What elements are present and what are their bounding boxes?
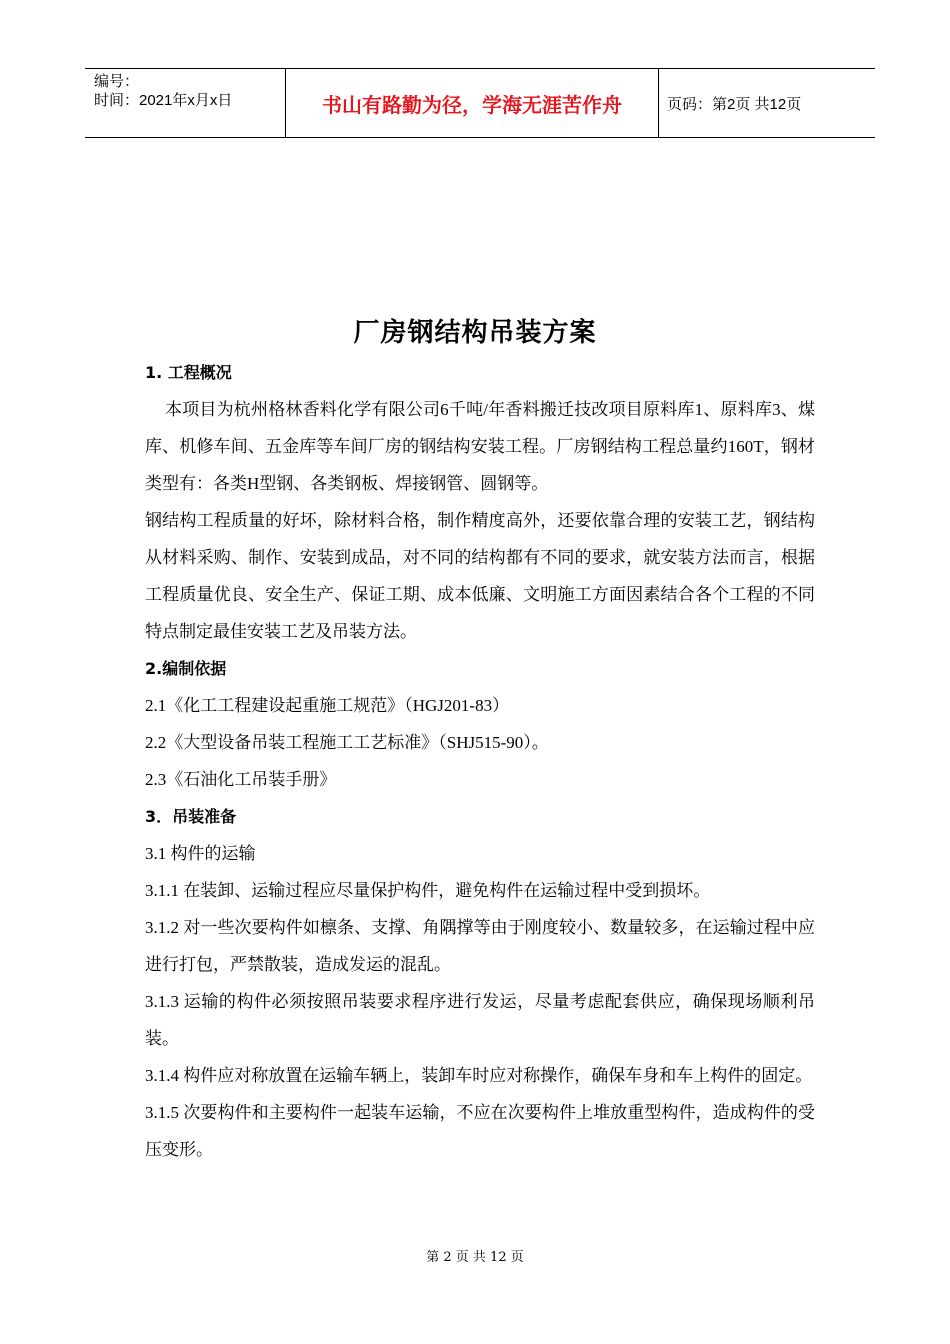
page-footer: 第 2 页 共 12 页 <box>426 1250 524 1265</box>
paragraph: 2.2《大型设备吊装工程施工工艺标准》（SHJ515-90）。 <box>145 733 549 752</box>
section-heading: 2.编制依据 <box>145 659 227 678</box>
paragraph: 3.1 构件的运输 <box>145 844 256 863</box>
header-table <box>85 68 875 138</box>
section-heading: 1. 工程概况 <box>145 363 232 382</box>
paragraph: 2.3《石油化工吊装手册》 <box>145 770 337 789</box>
serial-label: 编号： <box>94 73 140 90</box>
document-body <box>145 354 815 1168</box>
paragraph: 本项目为杭州格林香料化学有限公司6千吨/年香料搬迁技改项目原料库1、原料库3、煤库、机修车间、五金库等车间厂房的钢结构安装工程。厂房钢结构工程总量约160T，钢材类型有：各类H型钢、各类钢板、焊接钢管、圆钢等。 <box>145 400 815 493</box>
header-meta-cell <box>85 69 286 137</box>
time-label: 时间：2021年x月x日 <box>94 92 233 109</box>
paragraph: 3.1.2 对一些次要构件如檩条、支撑、角隅撑等由于刚度较小、数量较多，在运输过程中应进行打包，严禁散装，造成发运的混乱。 <box>145 918 815 974</box>
section-heading: 3．吊装准备 <box>145 807 237 826</box>
paragraph: 3.1.4 构件应对称放置在运输车辆上，装卸车时应对称操作，确保车身和车上构件的固定。 <box>145 1066 813 1085</box>
paragraph: 2.1《化工工程建设起重施工规范》（HGJ201-83） <box>145 696 510 715</box>
slogan: 书山有路勤为径，学海无涯苦作舟 <box>286 69 659 137</box>
paragraph: 3.1.3 运输的构件必须按照吊装要求程序进行发运，尽量考虑配套供应，确保现场顺利吊装。 <box>145 992 815 1048</box>
document-title: 厂房钢结构吊装方案 <box>353 318 597 348</box>
paragraph: 钢结构工程质量的好坏，除材料合格，制作精度高外，还要依靠合理的安装工艺，钢结构从材料采购、制作、安装到成品，对不同的结构都有不同的要求，就安装方法而言，根据工程质量优良、安全生产、保证工期、成本低廉、文明施工方面因素结合各个工程的不同特点制定最佳安装工艺及吊装方法。 <box>145 511 815 641</box>
paragraph: 3.1.1 在装卸、运输过程应尽量保护构件，避免构件在运输过程中受到损坏。 <box>145 881 711 900</box>
paragraph: 3.1.5 次要构件和主要构件一起装车运输，不应在次要构件上堆放重型构件，造成构件的受压变形。 <box>145 1103 815 1159</box>
page-info: 页码：第2页 共12页 <box>667 95 802 113</box>
